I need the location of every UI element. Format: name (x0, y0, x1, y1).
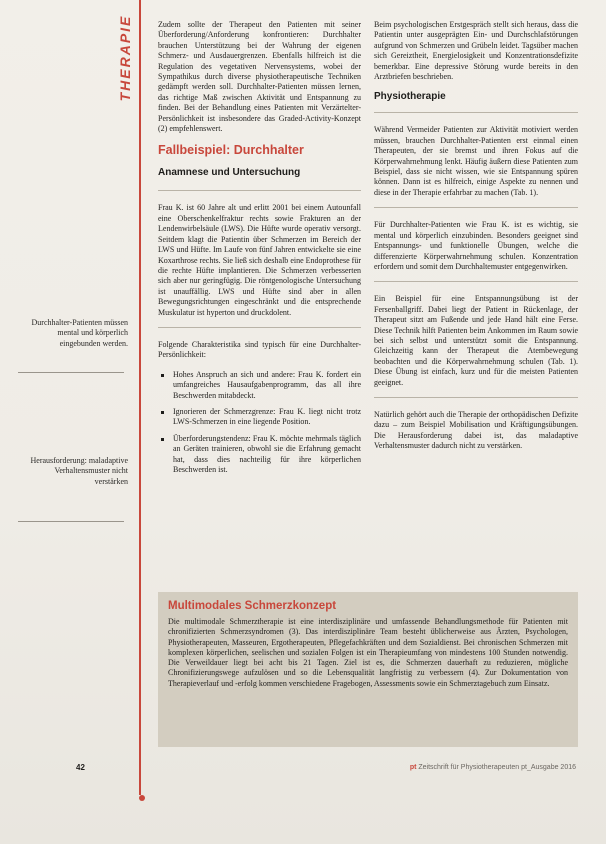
physio-paragraph-4: Natürlich gehört auch die Therapie der orthopädischen Defizite dazu – zum Beispiel Mobilisation und Kräftigungsübungen. Die Herausforderung dabei ist, das maladaptive Verhaltensmuster dadurch nicht zu verstärken. (374, 409, 578, 451)
journal-prefix: pt (409, 764, 417, 771)
heading-divider (374, 112, 578, 113)
case-heading: Fallbeispiel: Durchhalter (158, 143, 304, 158)
intro-paragraph: Zudem sollte der Therapeut den Patienten mit seiner Überforderung/Anforderung konfrontieren: Durchhalter brauchen Unterstützung bei der Wahrung der eigenen Schmerz- und Ausdauergrenzen. Ebenfalls hilfreich ist die Regulation des vegetativen Nervensystems, wobei der Sympathikus durch diverse physiotherapeutische Techniken gedämpft werden soll. Durchhalter-Patienten müssen lernen, das richtige Maß zwischen Aktivität und Entspannung zu finden. Bei der Behandlung eines Patienten mit Verzärtelter-Persönlichkeit ist insbesondere das Graded-Activity-Konzept (2) empfehlenswert. (158, 20, 361, 134)
margin-note-2: Herausforderung: maladaptive Verhaltensmuster nicht verstärken (30, 456, 128, 486)
list-item-text: Ignorieren der Schmerzgrenze: Frau K. liegt nicht trotz LWS-Schmerzen in eine liegende Position. (173, 406, 361, 427)
right-column (374, 20, 578, 461)
case-paragraph-1: Frau K. ist 60 Jahre alt und erlitt 2001 bei einem Autounfall eine Oberschenkelfraktur rechts sowie Frakturen an der Lendenwirbelsäule (LWS). Die Hüfte wurde operativ versorgt. Seitdem klagt die Patientin über Schmerzen im Bereich der LWS und Hüfte. Im Laufe von fünf Jahren entwickelte sie eine Koxarthrose rechts. Sie ließ sich deshalb eine Endoprothese für die rechte Hüfte implantieren. Die Schmerzen verbesserten sich aber nur geringfügig. Die röntgenologische Untersuchung ist unauffällig. LWS und Hüfte sind aber in allen Bewegungsrichtungen eingeschränkt und die entsprechende Muskulatur ist hyperton und druckdolent. (158, 203, 361, 317)
psych-paragraph: Beim psychologischen Erstgespräch stellt sich heraus, dass die Patientin unter ausgeprägten Ein- und Durchschlafstörungen aufgrund von Schmerzen und Grübeln leidet. Tagsüber machen sich Gereiztheit, Energielosigkeit und Konzentrationsdefizite bemerkbar. Eine depressive Störung wurde bereits in den Arztbriefen beschrieben. (374, 20, 578, 82)
info-box (158, 592, 578, 747)
section-tab-label: THERAPIE (117, 14, 133, 102)
bullet-icon (161, 374, 164, 377)
characteristics-list (158, 370, 361, 476)
list-item-text: Überforderungstendenz: Frau K. möchte mehrmals täglich an Geräten trainieren, obwohl sie die Erfahrung gemacht hat, dass dies nachteilig für ihre körperlichen Beschwerden ist. (173, 433, 361, 474)
physio-paragraph-2: Für Durchhalter-Patienten wie Frau K. ist es wichtig, sie mental und körperlich einzubinden. Besonders geeignet sind Entspannungs- und funktionelle Übungen, welche die differenzierte Körperwahrnehmung schulen. Konzentration erfordern und somit dem Durchhaltemuster entgegenwirken. (374, 220, 578, 271)
bullet-icon (161, 438, 164, 441)
journal-issue: pt_Ausgabe 2016 (521, 764, 576, 771)
page-number: 42 (76, 763, 85, 772)
journal-name: Zeitschrift für Physiotherapeuten (418, 764, 520, 771)
journal-footer (410, 764, 576, 771)
info-box-title: Multimodales Schmerzkonzept (168, 600, 337, 612)
case-paragraph-2: Folgende Charakteristika sind typisch für eine Durchhalter-Persönlichkeit: (158, 339, 361, 360)
list-item (158, 407, 361, 428)
list-item (158, 370, 361, 401)
list-item (158, 434, 361, 476)
anamnese-heading: Anamnese und Untersuchung (158, 167, 301, 179)
paragraph-divider (374, 281, 578, 282)
list-item-text: Hohes Anspruch an sich und andere: Frau K. fordert ein umfangreiches Hausaufgabenprogramm, das all ihre Beschwerden mitabdeckt. (173, 369, 361, 400)
margin-note-divider (18, 521, 124, 522)
physio-heading: Physiotherapie (374, 91, 446, 103)
left-column (158, 20, 361, 483)
section-tab (112, 8, 138, 108)
bullet-icon (161, 411, 164, 414)
margin-note-1: Durchhalter-Patienten müssen mental und körperlich eingebunden werden. (31, 318, 128, 348)
margin-note-divider (18, 372, 124, 373)
heading-divider (158, 190, 361, 191)
paragraph-divider (158, 327, 361, 328)
physio-paragraph-3: Ein Beispiel für eine Entspannungsübung ist der Fersenballgriff. Dabei liegt der Patient in Rückenlage, der Therapeut sitzt am Fußende und jede Hand hält eine Ferse. Diese Technik hilft Patienten beim Ankommen im Raum sowie bei sich selbst und unterstützt somit die Entspannung. Gleichzeitig kann der Therapeut die Atembewegung beobachten und die Körperwahrnehmung schulen (Tab. 1). Diese Übung ist einfach, kurz und für die meisten Patienten geeignet. (374, 294, 578, 387)
physio-paragraph-1: Während Vermeider Patienten zur Aktivität motiviert werden müssen, brauchen Durchhalter-Patienten erst einmal einen Therapeuten, der sie bremst und ihren Fokus auf die Körperwahrnehmung lenkt. Häufig äußern diese Patienten zum Beispiel, dass sie nicht wissen, wie sie Entspannung spüren können. Dann ist es hilfreich, einige Aspekte zu nennen und diese in der Therapie erfahrbar zu machen (Tab. 1). (374, 125, 578, 197)
paragraph-divider (374, 397, 578, 398)
paragraph-divider (374, 207, 578, 208)
section-rule-end (139, 795, 145, 801)
info-box-text: Die multimodale Schmerztherapie ist eine interdisziplinäre und umfassende Behandlungsmethode für Patienten mit chronifizierten Schmerzsyndromen (3). Das interdisziplinäre Team besteht üblicherweise aus Ärzten, Psychologen, Physiotherapeuten, Masseuren, Ergotherapeuten, Pflegefachkräften und dem Sozialdienst. Bei chronischen Schmerzen mit komplexen körperlichen, seelischen und sozialen Folgen ist ein Therapieumfang von mindestens 100 Stunden notwendig. Die Verweildauer liegt bei acht bis 21 Tagen. Ziel ist es, die Schmerzen dauerhaft zu reduzieren, mögliche Chronifizierungswege aufzulösen und so die Lebensqualität langfristig zu verbessern (4). Zur Dokumentation von Therapieverlauf und -erfolg kommen verschiedene Fragebogen, Assessments sowie ein Schmerztagebuch zum Einsatz. (168, 617, 568, 688)
section-rule (139, 0, 141, 795)
